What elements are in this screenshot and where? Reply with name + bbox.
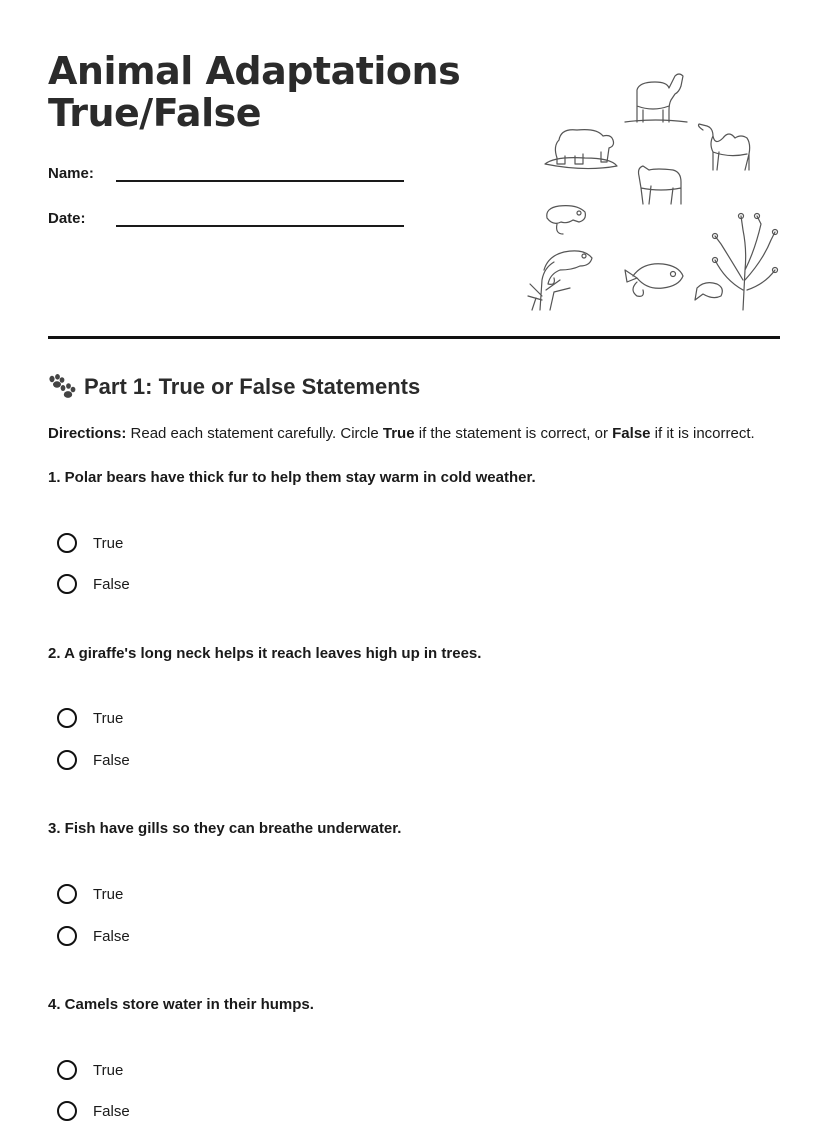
directions-label: Directions: — [48, 425, 127, 442]
name-label: Name: — [48, 165, 94, 182]
date-line[interactable] — [116, 205, 404, 227]
name-field[interactable] — [48, 160, 404, 182]
question-3: 3. Fish have gills so they can breathe underwater. — [48, 820, 402, 837]
radio-button[interactable] — [57, 926, 77, 946]
horse-icon — [639, 166, 682, 204]
directions-text-2: if the statement is correct, or — [414, 425, 613, 442]
option-label: True — [93, 1061, 124, 1079]
title-line-2: True/False — [48, 91, 261, 135]
polar-bear-icon — [545, 130, 617, 169]
radio-button[interactable] — [57, 533, 77, 553]
fish-icon — [625, 264, 683, 297]
question-2: 2. A giraffe's long neck helps it reach leaves high up in trees. — [48, 645, 482, 662]
question-1: 1. Polar bears have thick fur to help them stay warm in cold weather. — [48, 469, 536, 486]
question-4-option-false[interactable] — [57, 1101, 130, 1121]
camel-icon — [699, 124, 750, 170]
chameleon-icon — [547, 206, 586, 234]
date-field[interactable] — [48, 205, 404, 227]
section-heading — [48, 374, 420, 400]
directions-false-word: False — [612, 425, 651, 442]
radio-button[interactable] — [57, 750, 77, 770]
radio-button[interactable] — [57, 708, 77, 728]
question-4: 4. Camels store water in their humps. — [48, 996, 314, 1013]
option-label: True — [93, 534, 124, 552]
option-label: False — [93, 927, 130, 945]
directions — [48, 425, 755, 442]
coral-fish-icon — [695, 214, 778, 311]
paw-icon — [48, 374, 76, 400]
title-line-1: Animal Adaptations — [48, 49, 461, 93]
section-heading-text: Part 1: True or False Statements — [84, 374, 421, 399]
worksheet-title — [48, 50, 460, 134]
question-2-option-true[interactable] — [57, 708, 123, 728]
animal-illustration — [515, 60, 780, 320]
question-1-option-false[interactable] — [57, 574, 130, 594]
question-1-option-true[interactable] — [57, 533, 123, 553]
option-label: False — [93, 575, 130, 593]
question-3-option-true[interactable] — [57, 884, 123, 904]
option-label: True — [93, 709, 124, 727]
chameleon-on-plant-icon — [528, 251, 592, 310]
radio-button[interactable] — [57, 1101, 77, 1121]
radio-button[interactable] — [57, 884, 77, 904]
directions-true-word: True — [382, 425, 415, 442]
option-label: True — [93, 885, 124, 903]
name-line[interactable] — [116, 160, 404, 182]
date-label: Date: — [48, 210, 86, 227]
option-label: False — [93, 1102, 130, 1120]
header-divider — [48, 336, 780, 339]
radio-button[interactable] — [57, 1060, 77, 1080]
directions-text-3: if it is incorrect. — [650, 425, 755, 442]
llama-icon — [625, 74, 687, 122]
question-3-option-false[interactable] — [57, 926, 130, 946]
question-4-option-true[interactable] — [57, 1060, 123, 1080]
radio-button[interactable] — [57, 574, 77, 594]
question-2-option-false[interactable] — [57, 750, 130, 770]
option-label: False — [93, 751, 130, 769]
directions-text-1: Read each statement carefully. Circle — [126, 425, 383, 442]
